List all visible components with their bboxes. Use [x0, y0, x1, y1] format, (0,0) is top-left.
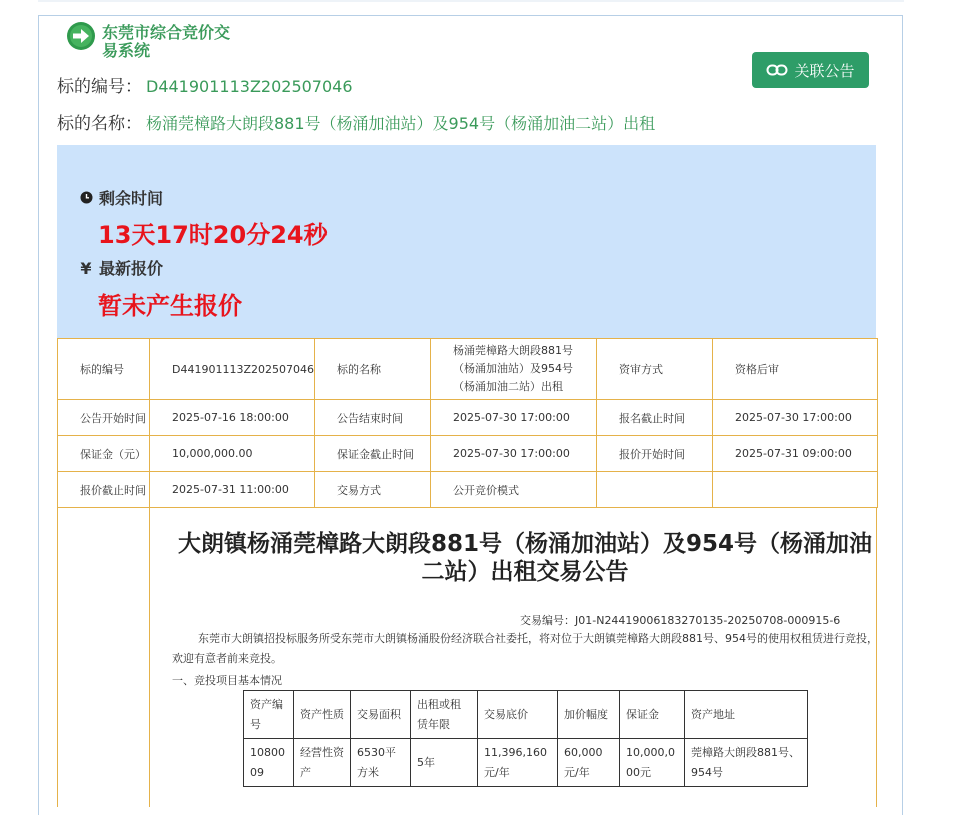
table-row	[58, 400, 878, 436]
related-announcement-label: 关联公告	[794, 61, 855, 80]
table-cell: 2025-07-30 17:00:00	[713, 400, 878, 436]
yen-icon: ¥	[80, 259, 92, 278]
asset-cell: 经营性资产	[294, 739, 351, 787]
table-cell: 资审方式	[597, 339, 713, 400]
table-cell: 2025-07-31 11:00:00	[150, 472, 315, 508]
remaining-time-value: 13天17时20分24秒	[98, 221, 328, 249]
section-heading: 一、竞投项目基本情况	[172, 674, 282, 687]
asset-row	[244, 739, 808, 787]
table-row	[58, 339, 878, 400]
asset-header-cell: 保证金	[620, 691, 685, 739]
link-icon	[766, 63, 788, 77]
table-row	[58, 436, 878, 472]
remaining-time-label: 剩余时间	[79, 186, 163, 209]
table-cell: 公告开始时间	[58, 400, 150, 436]
table-cell: D441901113Z202507046	[150, 339, 315, 400]
item-code-label: 标的编号：	[57, 77, 142, 97]
table-cell: 标的编号	[58, 339, 150, 400]
table-cell: 2025-07-30 17:00:00	[431, 436, 597, 472]
asset-cell: 6530平方米	[351, 739, 411, 787]
asset-header-cell: 交易面积	[351, 691, 411, 739]
related-announcement-button[interactable]	[752, 52, 869, 88]
table-cell: 报名截止时间	[597, 400, 713, 436]
announcement-title: 大朗镇杨涌莞樟路大朗段881号（杨涌加油站）及954号（杨涌加油二站）出租交易公告	[177, 531, 873, 585]
asset-header-cell: 资产编号	[244, 691, 294, 739]
table-cell	[713, 472, 878, 508]
item-info-table	[57, 338, 878, 508]
table-row	[58, 472, 878, 508]
latest-price-label: ¥ 最新报价	[80, 259, 164, 278]
table-cell: 保证金（元）	[58, 436, 150, 472]
table-cell: 公开竞价模式	[431, 472, 597, 508]
asset-table	[243, 690, 808, 787]
item-code-value: D441901113Z202507046	[146, 77, 353, 96]
asset-header-cell: 资产地址	[685, 691, 808, 739]
clock-icon	[79, 189, 93, 208]
asset-cell: 莞樟路大朗段881号、954号	[685, 739, 808, 787]
asset-cell: 11,396,160元/年	[478, 739, 558, 787]
table-cell: 交易方式	[315, 472, 431, 508]
top-strip	[38, 0, 904, 2]
table-cell: 保证金截止时间	[315, 436, 431, 472]
asset-header-cell: 出租或租赁年限	[411, 691, 478, 739]
table-cell: 10,000,000.00	[150, 436, 315, 472]
table-cell: 2025-07-30 17:00:00	[431, 400, 597, 436]
table-cell: 2025-07-31 09:00:00	[713, 436, 878, 472]
announcement-intro: 东莞市大朗镇招投标服务所受东莞市大朗镇杨涌股份经济联合社委托，将对位于大朗镇莞樟路大朗段881号、954号的使用权租赁进行竞投，欢迎有意者前来竞投。	[172, 632, 878, 665]
bid-status-panel	[57, 145, 876, 338]
table-cell: 资格后审	[713, 339, 878, 400]
trade-code: 交易编号：J01-N24419006183270135-20250708-000915-6	[520, 614, 841, 627]
app-logo-text: 东莞市综合竞价交易系统	[102, 23, 231, 60]
table-cell: 报价开始时间	[597, 436, 713, 472]
table-cell: 报价截止时间	[58, 472, 150, 508]
item-code-row	[57, 72, 353, 97]
item-name-value: 杨涌莞樟路大朗段881号（杨涌加油站）及954号（杨涌加油二站）出租	[146, 114, 656, 133]
asset-header-cell: 交易底价	[478, 691, 558, 739]
table-cell: 标的名称	[315, 339, 431, 400]
asset-header-cell: 加价幅度	[558, 691, 620, 739]
table-cell: 公告结束时间	[315, 400, 431, 436]
asset-cell: 60,000元/年	[558, 739, 620, 787]
asset-header-row	[244, 691, 808, 739]
arrow-right-circle-icon	[66, 21, 96, 51]
table-cell: 2025-07-16 18:00:00	[150, 400, 315, 436]
item-name-label: 标的名称：	[57, 114, 142, 134]
asset-cell: 1080009	[244, 739, 294, 787]
latest-price-value: 暂未产生报价	[98, 292, 242, 320]
asset-cell: 10,000,000元	[620, 739, 685, 787]
table-cell: 杨涌莞樟路大朗段881号（杨涌加油站）及954号（杨涌加油二站）出租	[431, 339, 597, 400]
asset-header-cell: 资产性质	[294, 691, 351, 739]
asset-cell: 5年	[411, 739, 478, 787]
content-divider	[149, 507, 150, 807]
table-cell	[597, 472, 713, 508]
item-name-row	[57, 109, 655, 134]
